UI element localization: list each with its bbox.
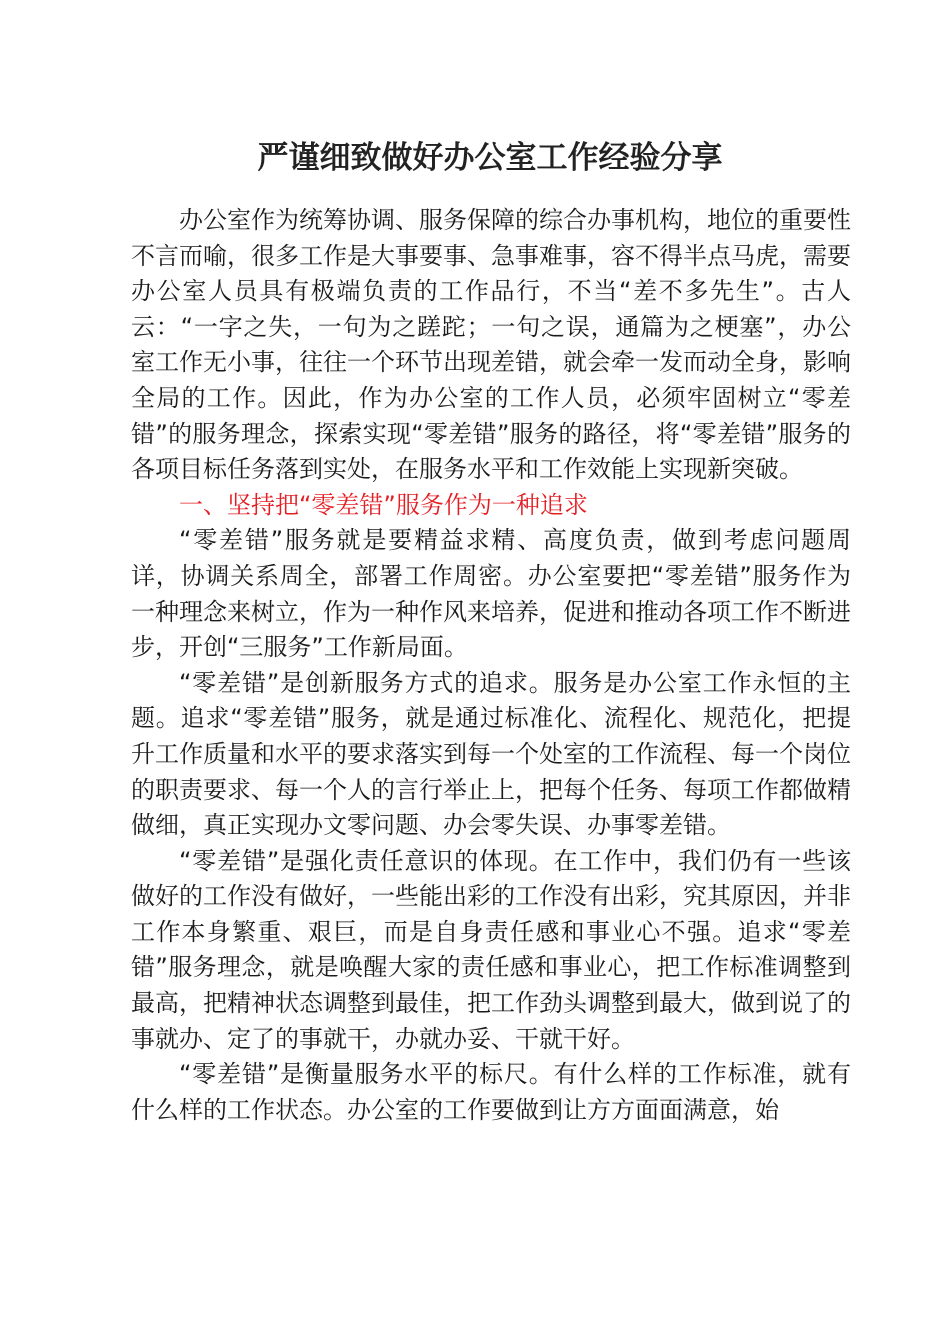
document-title: 严谨细致做好办公室工作经验分享 [257, 140, 723, 176]
body-paragraph: “零差错”是衡量服务水平的标尺。有什么样的工作标准，就有什么样的工作状态。办公室的工作要做到让方方面面满意，始 [131, 1060, 851, 1124]
intro-paragraph: 办公室作为统筹协调、服务保障的综合办事机构，地位的重要性不言而喻，很多工作是大事要事、急事难事，容不得半点马虎，需要办公室人员具有极端负责的工作品行，不当“差不多先生”。古人云：“一字之失，一句为之蹉跎；一句之误，通篇为之梗塞”，办公室工作无小事，往往一个环节出现差错，就会牵一发而动全身，影响全局的工作。因此，作为办公室的工作人员，必须牢固树立“零差错”的服务理念，探索实现“零差错”服务的路径，将“零差错”服务的各项目标任务落到实处，在服务水平和工作效能上实现新突破。 [131, 206, 851, 484]
body-paragraph: “零差错”是强化责任意识的体现。在工作中，我们仍有一些该做好的工作没有做好，一些能出彩的工作没有出彩，究其原因，并非工作本身繁重、艰巨，而是自身责任感和事业心不强。追求“零差错”服务理念，就是唤醒大家的责任感和事业心，把工作标准调整到最高，把精神状态调整到最佳，把工作劲头调整到最大，做到说了的事就办、定了的事就干，办就办妥、干就干好。 [131, 846, 851, 1053]
body-paragraph: “零差错”服务就是要精益求精、高度负责，做到考虑问题周详，协调关系周全，部署工作周密。办公室要把“零差错”服务作为一种理念来树立，作为一种作风来培养，促进和推动各项工作不断进步，开创“三服务”工作新局面。 [131, 526, 851, 662]
document-body [131, 203, 851, 1128]
section-heading: 一、坚持把“零差错”服务作为一种追求 [179, 490, 588, 519]
body-paragraph: “零差错”是创新服务方式的追求。服务是办公室工作永恒的主题。追求“零差错”服务，就是通过标准化、流程化、规范化，把提升工作质量和水平的要求落实到每一个处室的工作流程、每一个岗位的职责要求、每一个人的言行举止上，把每个任务、每项工作都做精做细，真正实现办文零问题、办会零失误、办事零差错。 [131, 668, 851, 840]
